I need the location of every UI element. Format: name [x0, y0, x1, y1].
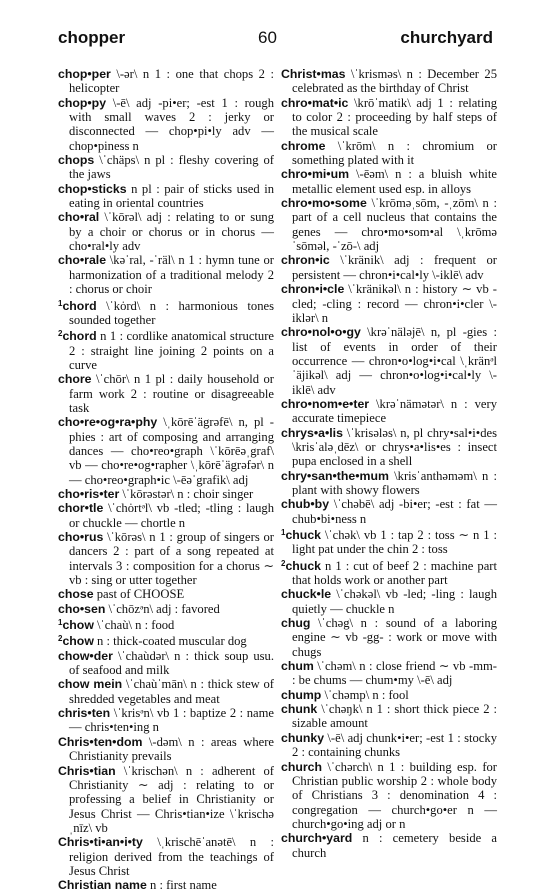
dictionary-entry	[58, 616, 274, 632]
entry-definition: \ˈkōrəs\ n 1 : group of singers or dancers 2 : part of a song repeated at intervals 3 : composition for a chorus ∼ vb : sing or utter together	[69, 530, 274, 588]
entry-definition: \-ē\ adj -pi•er; -est 1 : rough with small waves 2 : jerky or disconnected — chop•pi•ly adv — chop•piness n	[69, 95, 274, 153]
entry-headword: chro•nol•o•gy	[281, 325, 361, 340]
dictionary-entry	[58, 153, 274, 182]
homograph-number: 2	[281, 558, 286, 568]
entry-headword: cho•re•og•ra•phy	[58, 415, 158, 430]
entry-headword: Chris•ti•an•i•ty	[58, 835, 143, 850]
entry-definition: \kəˈral, -ˈräl\ n 1 : hymn tune or harmonization of a traditional melody 2 : chorus or choir	[69, 253, 274, 297]
entry-headword: Christian name	[58, 878, 147, 893]
homograph-number: 2	[58, 329, 63, 339]
dictionary-entry	[58, 253, 274, 296]
dictionary-entry	[58, 735, 274, 764]
homograph-number: 1	[281, 528, 286, 537]
entry-definition: \ˈchəbē\ adj -bi•er; -est : fat — chub•bi•ness n	[292, 497, 497, 526]
entry-definition: \-ēəm\ n : a bluish white metallic element used esp. in alloys	[292, 167, 497, 196]
entry-definition: \ˈchəŋk\ n 1 : short thick piece 2 : sizable amount	[292, 702, 497, 731]
entry-headword: chord	[62, 298, 97, 313]
entry-definition: \ˈchərch\ n 1 : building esp. for Christian public worship 2 : whole body of Christians 3 : denomination 4 : congregation — church•go•er n — church•go•ing adj or n	[292, 759, 497, 831]
entry-definition: \ˈkränik\ adj : frequent or persistent — chron•i•cal•ly \-iklē\ adv	[292, 253, 497, 282]
entry-definition: \ˈkrisᵊn\ vb 1 : baptize 2 : name — chris•ten•ing n	[69, 706, 274, 735]
entry-definition: \ˌkrischēˈanətē\ n : religion derived from the teachings of Jesus Christ	[69, 835, 274, 878]
entry-headword: chose	[58, 587, 94, 602]
entry-definition: \ˈchaùˈmān\ n : thick stew of shredded vegetables and meat	[69, 677, 274, 706]
dictionary-entry	[281, 587, 497, 616]
dictionary-entry	[58, 649, 274, 678]
entry-headword: chrys•a•lis	[281, 425, 343, 440]
dictionary-entry	[58, 327, 274, 372]
entry-headword: chor•tle	[58, 501, 104, 516]
entry-headword: chop•sticks	[58, 181, 127, 196]
entry-headword: chunk	[281, 702, 318, 717]
right-guide-word: churchyard	[400, 28, 493, 47]
dictionary-entry	[281, 397, 497, 426]
entry-headword: cho•sen	[58, 601, 106, 616]
entry-definition: \ˈkōrəstər\ n : choir singer	[119, 486, 254, 501]
entry-definition: \ˈkōrəl\ adj : relating to or sung by a choir or chorus or in chorus — cho•ral•ly adv	[69, 210, 274, 254]
dictionary-entry	[281, 426, 497, 469]
entry-headword: Chris•ten•dom	[58, 734, 143, 749]
entry-headword: chop•per	[58, 67, 111, 81]
entry-headword: church	[281, 759, 322, 774]
entry-definition: \ˈkrōm\ n : chromium or something plated with it	[292, 138, 497, 168]
entry-definition: \ˈchōr\ n 1 pl : daily household or farm work 2 : routine or disagreeable task	[69, 372, 274, 415]
dictionary-entry	[58, 587, 274, 601]
dictionary-entry	[281, 688, 497, 702]
entry-headword: chops	[58, 153, 95, 168]
dictionary-entry	[58, 878, 274, 892]
entry-definition: \ˈchaù\ n : food	[93, 618, 175, 633]
page-header	[0, 28, 533, 52]
dictionary-entry	[281, 67, 497, 96]
dictionary-entry	[281, 831, 497, 860]
entry-definition: n pl : pair of sticks used in eating in oriental countries	[69, 181, 274, 211]
entry-definition: \ˈchəkəl\ vb -led; -ling : laugh quietly — chuckle n	[292, 587, 497, 616]
entry-definition: \ˈchōzᵊn\ adj : favored	[105, 601, 220, 616]
entry-headword: chump	[281, 687, 322, 702]
entry-definition: n : cemetery beside a church	[292, 831, 497, 860]
entry-definition: n 1 : cut of beef 2 : machine part that holds work or another part	[292, 558, 497, 588]
dictionary-entry	[58, 501, 274, 530]
dictionary-entry	[281, 497, 497, 526]
entry-definition: \ˈchəm\ n : close friend ∼ vb -mm- : be chums — chum•my \-ē\ adj	[292, 659, 497, 688]
entry-headword: chrome	[281, 138, 326, 153]
entry-definition: \ˈkȯrd\ n : harmonious tones sounded together	[69, 298, 274, 327]
dictionary-entry	[281, 557, 497, 588]
entry-definition: \ˈkränikəl\ n : history ∼ vb -cled; -cling : record — chron•i•cler \-iklər\ n	[292, 282, 497, 325]
entry-definition: \-ər\ n 1 : one that chops 2 : helicopter	[69, 67, 274, 96]
entry-definition: n 1 : cordlike anatomical structure 2 : straight line joining 2 points on a curve	[69, 329, 274, 372]
entry-definition: \krəˈnämətər\ n : very accurate timepiece	[292, 396, 497, 426]
dictionary-entry	[281, 139, 497, 168]
dictionary-entry	[58, 297, 274, 328]
entry-definition: \ˈchäps\ n pl : fleshy covering of the jaws	[69, 153, 274, 182]
entry-definition: \-ē\ adj chunk•i•er; -est 1 : stocky 2 : containing chunks	[292, 730, 497, 760]
entry-headword: chop•py	[58, 95, 107, 110]
dictionary-entry	[281, 96, 497, 139]
entry-headword: chore	[58, 372, 92, 387]
entry-headword: chro•mi•um	[281, 167, 350, 182]
dictionary-entry	[58, 632, 274, 648]
left-column	[58, 67, 274, 893]
entry-headword: cho•ris•ter	[58, 486, 120, 501]
entry-headword: chuck	[285, 528, 321, 542]
entry-definition: n : first name	[146, 878, 217, 893]
entry-headword: chro•mo•some	[281, 196, 367, 211]
dictionary-entry	[58, 67, 274, 96]
entry-headword: chron•i•cle	[281, 282, 345, 297]
entry-headword: Christ•mas	[281, 67, 346, 81]
entry-headword: chry•san•the•mum	[281, 468, 389, 483]
entry-headword: chro•mat•ic	[281, 95, 349, 110]
dictionary-entry	[58, 415, 274, 487]
entry-headword: chow	[62, 634, 94, 649]
entry-definition: \krəˈnäləjē\ n, pl -gies : list of events in order of their occurrence — chron•o•log•i•cal \ˌkränᵊlˈäjikəl\ adj — chron•o•log•i•cal•ly \-iklē\ adv	[292, 325, 497, 397]
dictionary-entry	[58, 372, 274, 415]
dictionary-entry	[281, 167, 497, 196]
dictionary-entry	[58, 530, 274, 587]
dictionary-entry	[281, 616, 497, 659]
entry-headword: chunky	[281, 730, 325, 745]
entry-headword: chum	[281, 659, 314, 674]
dictionary-entry	[58, 210, 274, 253]
entry-headword: chow	[62, 618, 94, 633]
entry-headword: chow•der	[58, 648, 113, 663]
right-column	[281, 67, 497, 860]
dictionary-entry	[58, 602, 274, 616]
dictionary-entry	[58, 706, 274, 735]
dictionary-entry	[58, 182, 274, 211]
dictionary-entry	[281, 731, 497, 760]
entry-headword: chow mein	[58, 677, 123, 692]
dictionary-entry	[58, 677, 274, 706]
entry-headword: chub•by	[281, 497, 330, 512]
entry-definition: \ˈchəmp\ n : fool	[321, 687, 409, 702]
entry-definition: \ˈchəg\ n : sound of a laboring engine ∼ vb -gg- : work or move with chugs	[292, 616, 497, 659]
dictionary-entry	[58, 835, 274, 878]
entry-headword: cho•ral	[58, 210, 100, 225]
entry-headword: church•yard	[281, 831, 353, 846]
entry-headword: chro•nom•e•ter	[281, 396, 370, 411]
entry-headword: chord	[62, 329, 97, 344]
entry-headword: chuck	[285, 558, 321, 573]
entry-definition: \ˌkōrēˈägrəfē\ n, pl -phies : art of composing and arranging dances — cho•reo•graph \ˈkōrēəˌgraf\ vb — cho•re•og•rapher \ˌkōrēˈägrəfər\ n — cho•reo•graph•ic \-ēəˈgrafik\ adj	[69, 415, 274, 487]
dictionary-entry	[58, 487, 274, 501]
entry-definition: \ˈchaùdər\ n : thick soup usu. of seafood and milk	[69, 648, 274, 678]
entry-definition: \ˈkrisməs\ n : December 25 celebrated as the birthday of Christ	[292, 67, 497, 96]
entry-headword: chuck•le	[281, 587, 332, 602]
entry-definition: \-dəm\ n : areas where Christianity prevails	[69, 734, 274, 764]
entry-definition: \krisˈanthəməm\ n : plant with showy flowers	[292, 468, 497, 497]
dictionary-entry	[281, 469, 497, 498]
entry-headword: chron•ic	[281, 253, 330, 268]
dictionary-entry	[281, 702, 497, 731]
homograph-number: 2	[58, 634, 63, 644]
entry-headword: cho•rus	[58, 530, 104, 544]
left-guide-word: chopper	[58, 28, 126, 47]
dictionary-entry	[281, 760, 497, 832]
dictionary-entry	[281, 253, 497, 282]
homograph-number: 1	[58, 618, 63, 628]
homograph-number: 1	[58, 298, 63, 308]
entry-headword: chris•ten	[58, 706, 111, 721]
entry-definition: \krōˈmatik\ adj 1 : relating to color 2 : proceeding by half steps of the musical scale	[292, 95, 497, 139]
entry-definition: \ˈkrōməˌsōm, -ˌzōm\ n : part of a cell nucleus that contains the genes — chro•mo•som•al \ˌkrōməˈsōməl, -ˈzō-\ adj	[292, 196, 497, 254]
page-number: 60	[258, 28, 277, 47]
dictionary-entry	[58, 96, 274, 153]
entry-definition: \ˈkrischən\ n : adherent of Christianity ∼ adj : relating to or professing a belief in Christianity or Jesus Christ — Chris•tian•ize \ˈkrischəˌnīz\ vb	[69, 763, 274, 835]
dictionary-entry	[281, 325, 497, 397]
entry-definition: \ˈchək\ vb 1 : tap 2 : toss ∼ n 1 : light pat under the chin 2 : toss	[292, 528, 497, 557]
entry-definition: past of CHOOSE	[93, 587, 185, 602]
entry-headword: chug	[281, 616, 311, 631]
entry-definition: n : thick-coated muscular dog	[93, 634, 247, 649]
dictionary-entry	[281, 526, 497, 557]
dictionary-entry	[281, 282, 497, 325]
entry-definition: \ˈkrisələs\ n, pl chry•sal•i•des \krisˈaləˌdēz\ or chrys•a•lis•es : insect pupa enclosed in a shell	[292, 425, 497, 469]
entry-headword: Chris•tian	[58, 763, 116, 778]
dictionary-entry	[281, 659, 497, 688]
entry-definition: \ˈchȯrtᵊl\ vb -tled; -tling : laugh or chuckle — chortle n	[69, 501, 274, 530]
entry-headword: cho•rale	[58, 253, 107, 268]
dictionary-entry	[281, 196, 497, 253]
dictionary-entry	[58, 764, 274, 836]
